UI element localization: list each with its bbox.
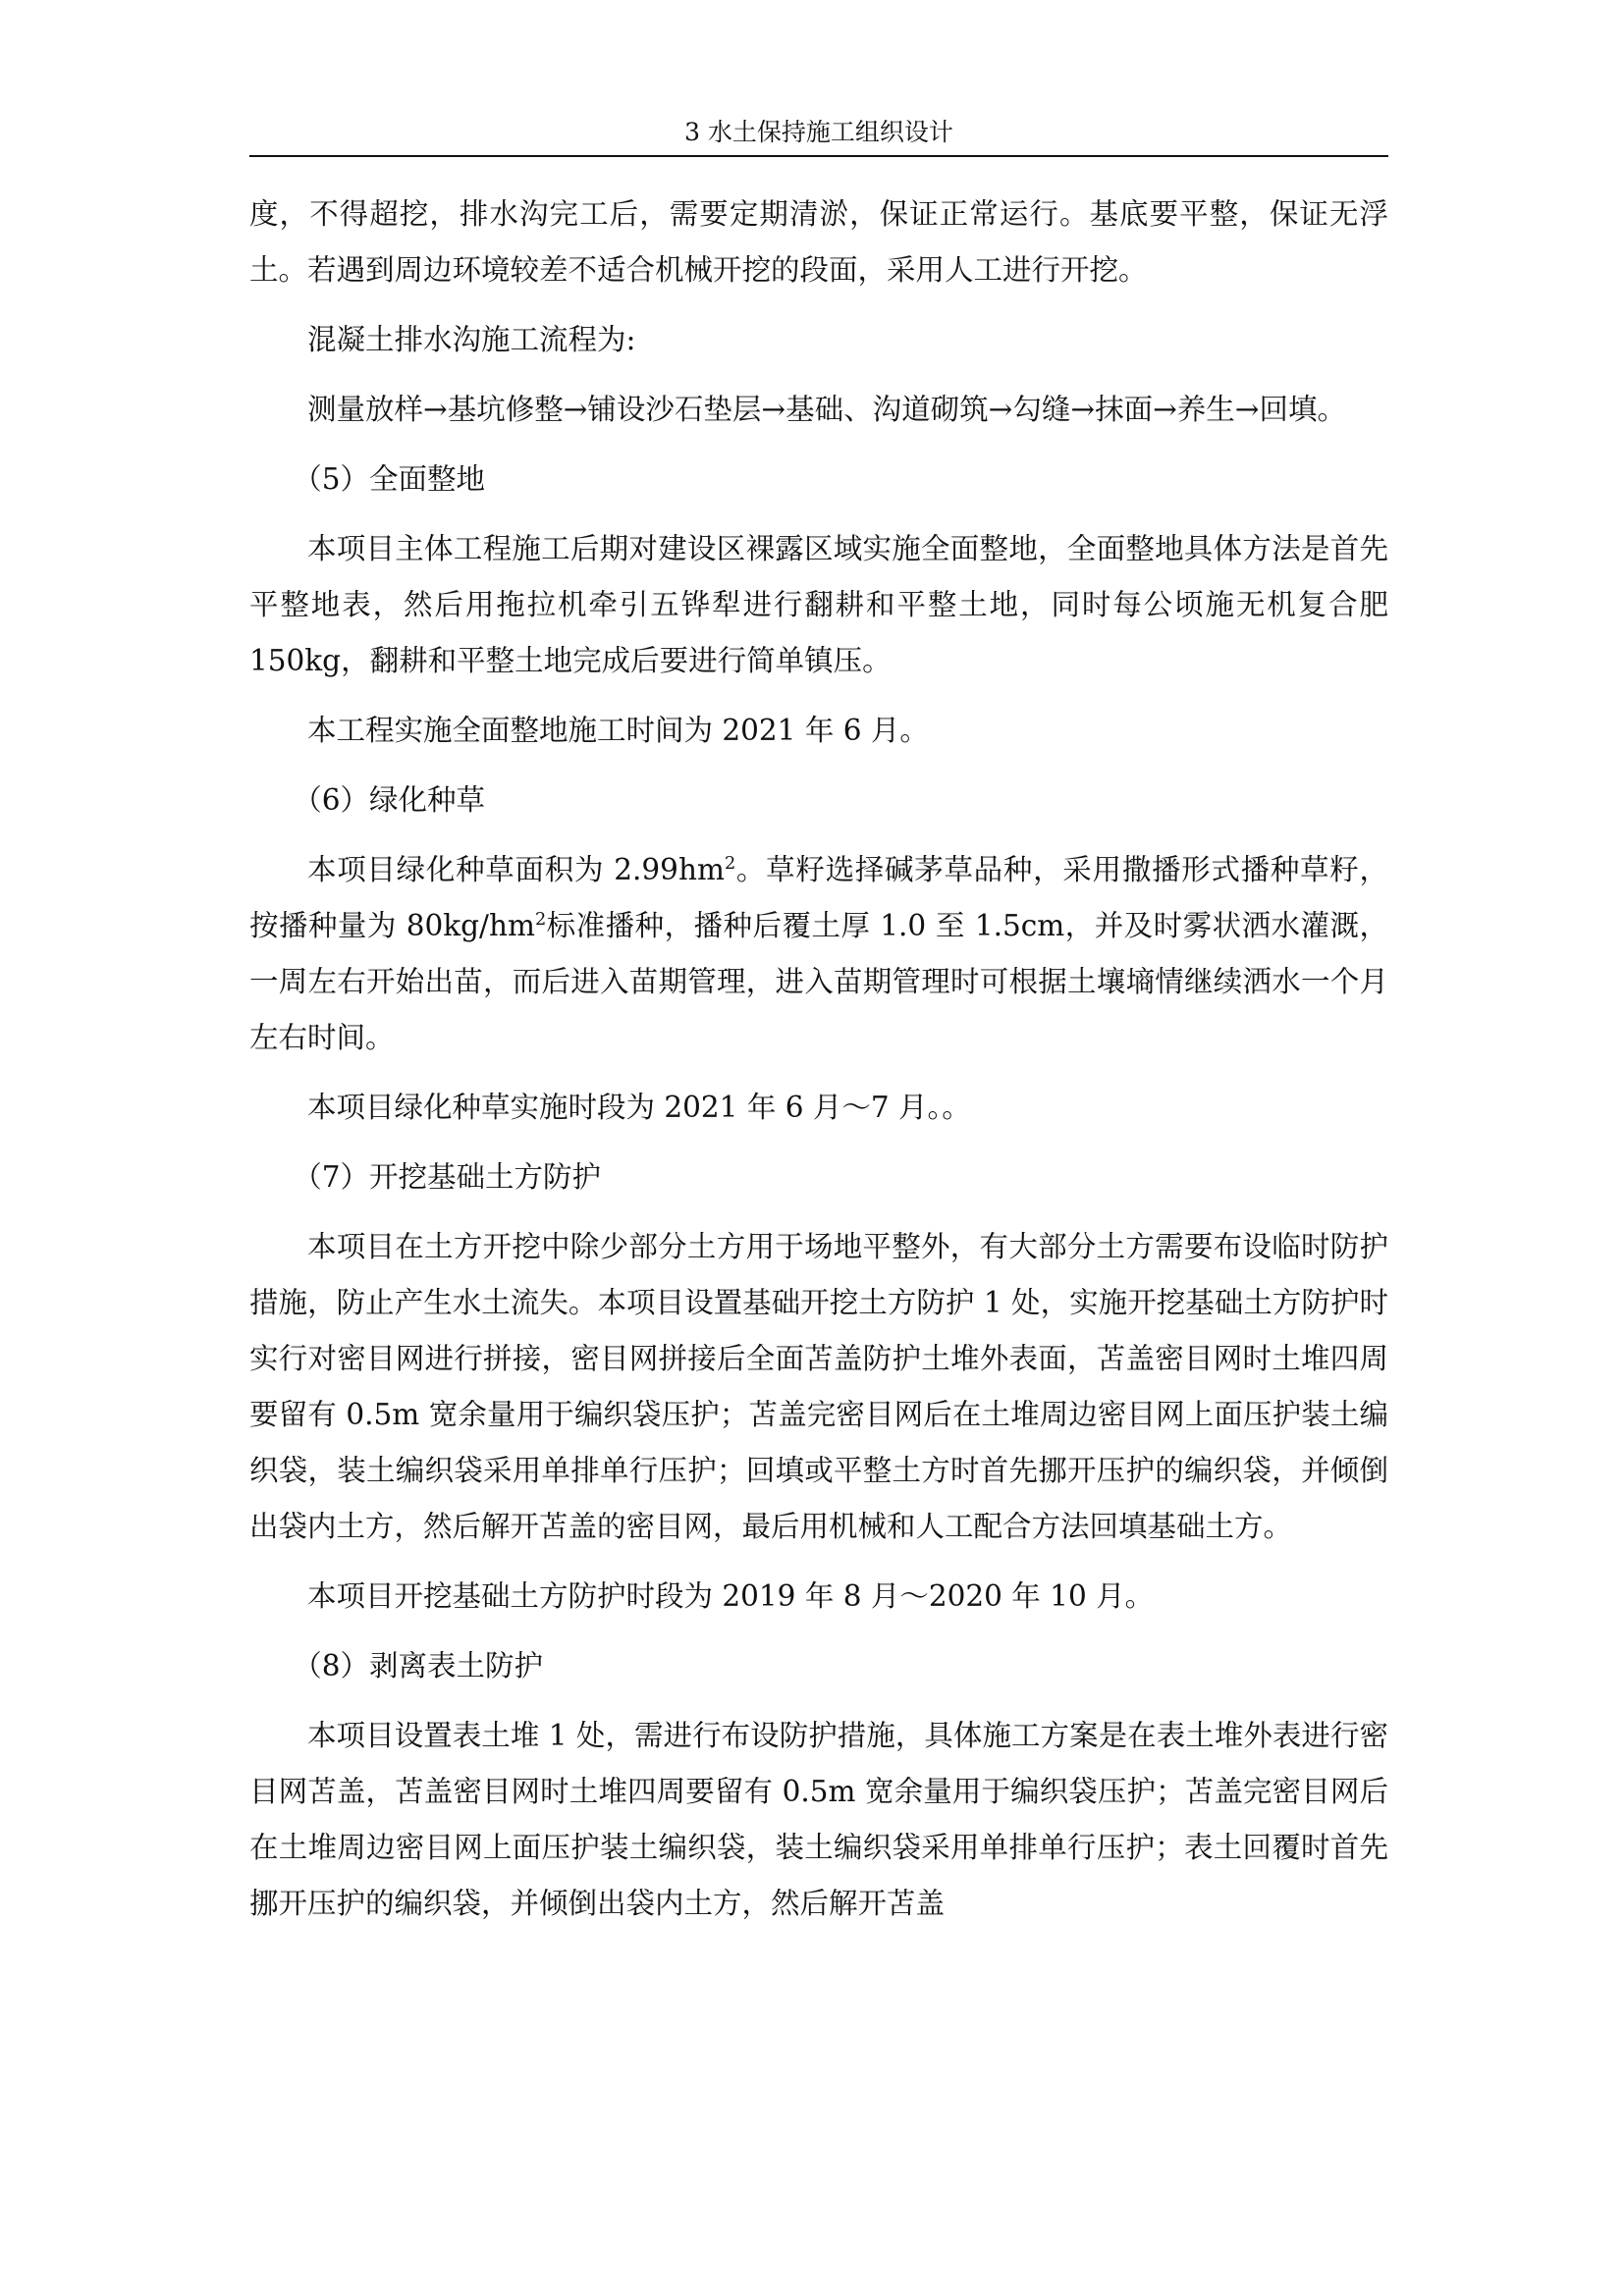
header-rule <box>249 155 1388 157</box>
paragraph-grass-planting <box>249 842 1388 1066</box>
paragraph-continuation: 度，不得超挖，排水沟完工后，需要定期清淤，保证正常运行。基底要平整，保证无浮土。若遇到周边环境较差不适合机械开挖的段面，采用人工进行开挖。 <box>249 197 1388 287</box>
grass-text-part-2: 。草籽选择碱茅草品种，采用撒播形式播种草籽，按播种量为 80kg/hm <box>249 853 1388 942</box>
section-heading-5: （5）全面整地 <box>293 462 486 496</box>
paragraph-land-leveling: 本项目主体工程施工后期对建设区裸露区域实施全面整地，全面整地具体方法是首先平整地表，然后用拖拉机牵引五铧犁进行翻耕和平整土地，同时每公顷施无机复合肥 150kg，翻耕和平整土地完成后要进行简单镇压。 <box>249 532 1388 677</box>
grass-text-part-1: 本项目绿化种草面积为 2.99hm <box>307 853 725 886</box>
paragraph-land-leveling-time: 本工程实施全面整地施工时间为 2021 年 6 月。 <box>307 714 929 747</box>
superscript-2b: 2 <box>534 910 547 931</box>
paragraph-excavation-protection: 本项目在土方开挖中除少部分土方用于场地平整外，有大部分土方需要布设临时防护措施，防止产生水土流失。本项目设置基础开挖土方防护 1 处，实施开挖基础土方防护时实行对密目网进行拼接，密目网拼接后全面苫盖防护土堆外表面，苫盖密目网时土堆四周要留有 0.5m 宽余量用于编织袋压护；苫盖完密目网后在土堆周边密目网上面压护装土编织袋，装土编织袋采用单排单行压护；回填或平整土方时首先挪开压护的编织袋，并倾倒出袋内土方，然后解开苫盖的密目网，最后用机械和人工配合方法回填基础土方。 <box>249 1230 1388 1543</box>
section-heading-8: （8）剥离表土防护 <box>293 1649 544 1682</box>
paragraph-topsoil-protection: 本项目设置表土堆 1 处，需进行布设防护措施，具体施工方案是在表土堆外表进行密目网苫盖，苫盖密目网时土堆四周要留有 0.5m 宽余量用于编织袋压护；苫盖完密目网后在土堆周边密目网上面压护装土编织袋，装土编织袋采用单排单行压护；表土回覆时首先挪开压护的编织袋，并倾倒出袋内土方，然后解开苫盖 <box>249 1719 1388 1920</box>
paragraph-excavation-time: 本项目开挖基础土方防护时段为 2019 年 8 月～2020 年 10 月。 <box>307 1579 1155 1613</box>
paragraph-flow-steps: 测量放样→基坑修整→铺设沙石垫层→基础、沟道砌筑→勾缝→抹面→养生→回填。 <box>307 393 1347 426</box>
paragraph-grass-planting-time: 本项目绿化种草实施时段为 2021 年 6 月～7 月。。 <box>307 1091 971 1124</box>
grass-text-part-3: 标准播种，播种后覆土厚 1.0 至 1.5cm，并及时雾状洒水灌溉，一周左右开始出苗，而后进入苗期管理，进入苗期管理时可根据土壤墒情继续洒水一个月左右时间。 <box>249 909 1388 1054</box>
section-heading-6: （6）绿化种草 <box>293 783 486 817</box>
paragraph-flow-intro: 混凝土排水沟施工流程为: <box>307 323 636 356</box>
page-header: 3 水土保持施工组织设计 <box>684 118 953 146</box>
section-heading-7: （7）开挖基础土方防护 <box>293 1160 602 1194</box>
superscript-2a: 2 <box>724 854 736 875</box>
body-text <box>249 187 1388 1946</box>
